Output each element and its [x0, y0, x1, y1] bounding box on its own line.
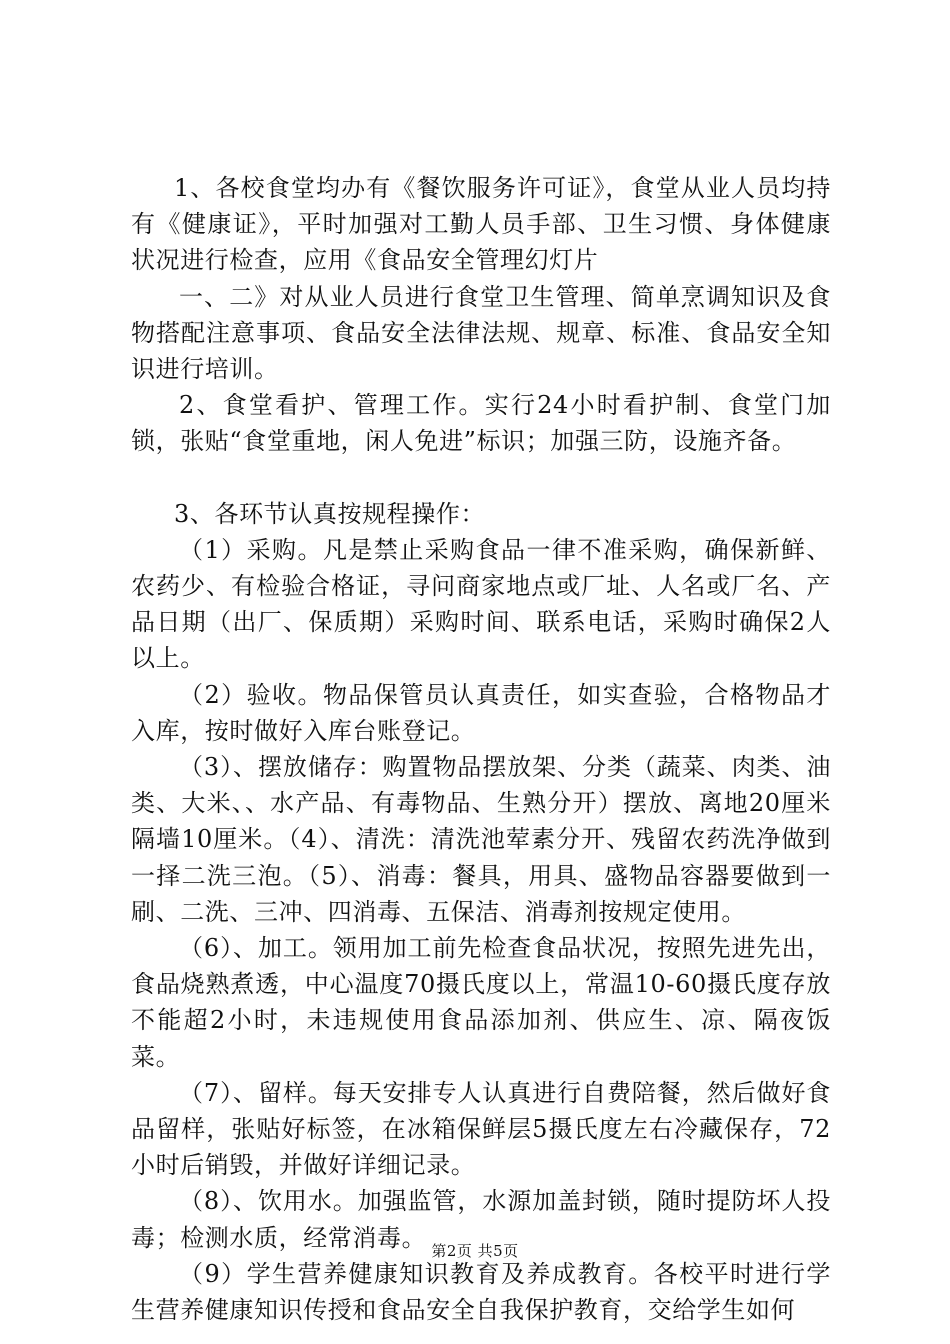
- paragraph-processing: （6）、加工。领用加工前先检查食品状况，按照先进先出，食品烧熟煮透，中心温度70摄氏度以上，常温10-60摄氏度存放不能超2小时，未违规使用食品添加剂、供应生、凉、隔夜饭菜。: [131, 934, 831, 1071]
- paragraph-sample-retention: （7）、留样。每天安排专人认真进行自费陪餐，然后做好食品留样，张贴好标签，在冰箱保鲜层5摄氏度左右冷藏保存，72小时后销毁，并做好详细记录。: [131, 1078, 831, 1180]
- page-number-footer: 第2页 共5页: [431, 1242, 519, 1260]
- paragraph-storage-cleaning-disinfection: （3）、摆放储存：购置物品摆放架、分类（蔬菜、肉类、油类、大米、、水产品、有毒物品、生熟分开）摆放、离地20厘米隔墙10厘米。（4）、清洗：清洗池荤素分开、残留农药洗净做到一择二洗三泡。（5）、消毒：餐具，用具、盛物品容器要做到一刷、二洗、三冲、四消毒、五保洁、消毒剂按规定使用。: [131, 753, 831, 926]
- document-body: [131, 170, 831, 1328]
- paragraph-nutrition-education: （9）学生营养健康知识教育及养成教育。各校平时进行学生营养健康知识传授和食品安全自我保护教育，交给学生如何: [131, 1259, 831, 1325]
- paragraph-staff-training: 一、二》对从业人员进行食堂卫生管理、简单烹调知识及食物搭配注意事项、食品安全法律法规、规章、标准、食品安全知识进行培训。: [131, 282, 831, 384]
- paragraph-drinking-water: （8）、饮用水。加强监管，水源加盖封锁，随时提防坏人投毒；检测水质，经常消毒。: [131, 1187, 831, 1252]
- paragraph-1-health-certificates: 1、各校食堂均办有《餐饮服务许可证》，食堂从业人员均持有《健康证》，平时加强对工勤人员手部、卫生习惯、身体健康状况进行检查，应用《食品安全管理幻灯片: [131, 174, 831, 275]
- paragraph-2-canteen-guard: 2、食堂看护、管理工作。实行24小时看护制、食堂门加锁，张贴“食堂重地，闲人免进”标识；加强三防，设施齐备。: [131, 391, 831, 456]
- paragraph-acceptance: （2）验收。物品保管员认真责任，如实查验，合格物品才入库，按时做好入库台账登记。: [131, 680, 831, 745]
- paragraph-3-procedures-heading: 3、各环节认真按规程操作：: [174, 499, 486, 528]
- paragraph-purchasing: （1）采购。凡是禁止采购食品一律不准采购，确保新鲜、农药少、有检验合格证，寻问商家地点或厂址、人名或厂名、产品日期（出厂、保质期）采购时间、联系电话，采购时确保2人以上。: [131, 535, 831, 673]
